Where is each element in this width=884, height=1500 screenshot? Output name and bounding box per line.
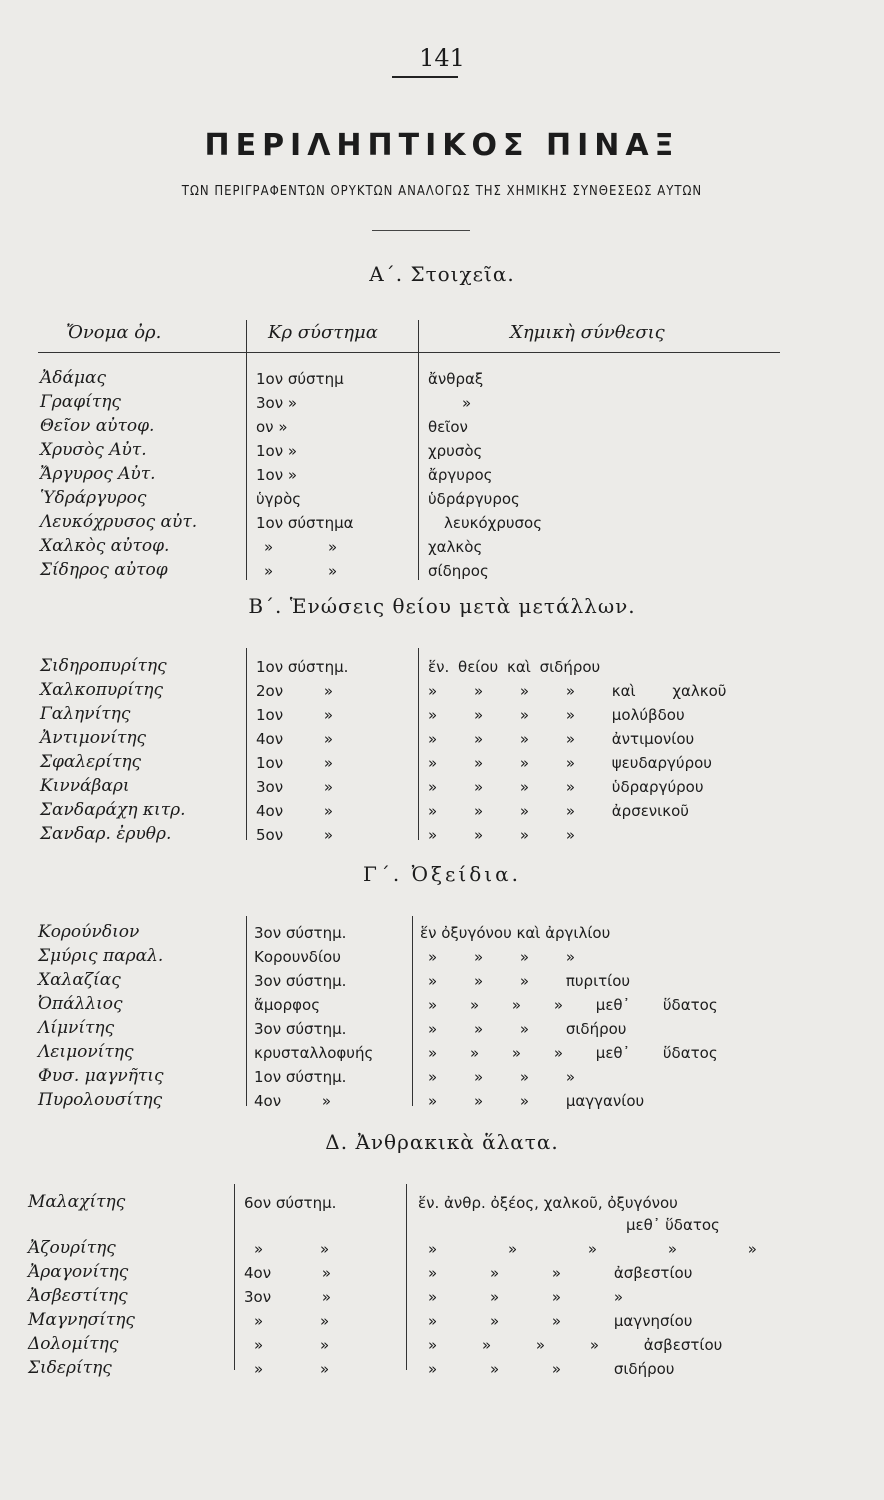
row-name: Γαληνίτης bbox=[40, 704, 131, 724]
row-name: Ἀζουρίτης bbox=[28, 1238, 116, 1258]
row-system: 4ον » bbox=[254, 1092, 332, 1110]
row-composition: » » » » bbox=[428, 948, 576, 966]
row-composition: ἕν. ἀνθρ. ὀξέος, χαλκοῦ, ὀξυγόνου bbox=[418, 1194, 678, 1212]
row-system: 1ον σύστημα bbox=[256, 514, 354, 532]
column-separator bbox=[418, 648, 419, 840]
row-name: Χαλκὸς αὐτοφ. bbox=[40, 536, 170, 556]
row-system: » » bbox=[264, 562, 338, 580]
row-system: 3ον » bbox=[244, 1288, 332, 1306]
row-composition: » » » » ἀσβεστίου bbox=[428, 1336, 723, 1354]
column-separator bbox=[418, 320, 419, 580]
row-composition: λευκόχρυσος bbox=[444, 514, 543, 532]
row-name: Ὀπάλλιος bbox=[38, 994, 123, 1014]
row-name: Ἄργυρος Αὐτ. bbox=[40, 464, 156, 484]
page-subtitle: ΤΩΝ ΠΕΡΙΓΡΑΦΕΝΤΩΝ ΟΡΥΚΤΩΝ ΑΝΑΛΟΓΩΣ ΤΗΣ ΧΗΜΙΚΗΣ ΣΥΝΘΕΣΕΩΣ ΑΥΤΩΝ bbox=[181, 184, 703, 199]
row-composition: » » » πυριτίου bbox=[428, 972, 631, 990]
row-name: Θεῖον αὐτοφ. bbox=[40, 416, 155, 436]
row-name: Ἀσβεστίτης bbox=[28, 1286, 128, 1306]
row-system: 2ον » bbox=[256, 682, 334, 700]
row-name: Χαλκοπυρίτης bbox=[40, 680, 164, 700]
section-heading-a: Α΄. Στοιχεῖα. bbox=[369, 262, 515, 286]
row-composition: » bbox=[462, 394, 472, 412]
row-composition: ἄργυρος bbox=[428, 466, 493, 484]
row-name: Μαγνησίτης bbox=[28, 1310, 135, 1330]
row-name: Σανδαράχη κιτρ. bbox=[40, 800, 186, 820]
row-composition: σίδηρος bbox=[428, 562, 489, 580]
row-system: 6ον σύστημ. bbox=[244, 1194, 337, 1212]
row-composition: ἕν ὀξυγόνου καὶ ἀργιλίου bbox=[420, 924, 611, 942]
row-name: Σφαλερίτης bbox=[40, 752, 142, 772]
page-number: 141 bbox=[419, 44, 465, 72]
page-title: ΠΕΡΙΛΗΠΤΙΚΟΣ ΠΙΝΑΞ bbox=[204, 128, 680, 163]
row-system: ἄμορφος bbox=[254, 996, 321, 1014]
row-name: Λειμονίτης bbox=[38, 1042, 134, 1062]
row-name: Δολομίτης bbox=[28, 1334, 119, 1354]
row-name: Σιδηροπυρίτης bbox=[40, 656, 167, 676]
row-name: Κορούνδιον bbox=[38, 922, 140, 942]
section-heading-b: Β΄. Ἑνώσεις θείου μετὰ μετάλλων. bbox=[248, 594, 636, 618]
row-name: Ἀδάμας bbox=[40, 368, 107, 388]
row-system: 4ον » bbox=[244, 1264, 332, 1282]
row-name: Γραφίτης bbox=[40, 392, 121, 412]
row-system: Κορουνδίου bbox=[254, 948, 341, 966]
column-header-name: Ὄνομα ὀρ. bbox=[66, 322, 162, 343]
header-rule bbox=[38, 352, 780, 353]
row-composition: » » » » ψευδαργύρου bbox=[428, 754, 712, 772]
column-separator bbox=[246, 320, 247, 580]
row-name: Σανδαρ. ἐρυθρ. bbox=[40, 824, 172, 844]
row-system: » » bbox=[254, 1360, 330, 1378]
row-system: » » bbox=[264, 538, 338, 556]
row-system: 4ον » bbox=[256, 730, 334, 748]
section-heading-c: Γ΄. Ὀξείδια. bbox=[363, 862, 521, 886]
row-name: Ἀντιμονίτης bbox=[40, 728, 147, 748]
column-header-system: Κρ σύστημα bbox=[268, 322, 378, 343]
row-composition: » » » σιδήρου bbox=[428, 1020, 627, 1038]
row-system: 1ον » bbox=[256, 442, 298, 460]
row-name: Σιδερίτης bbox=[28, 1358, 112, 1378]
row-composition: » » » » bbox=[428, 1068, 576, 1086]
row-system: 3ον σύστημ. bbox=[254, 972, 347, 990]
row-name: Σμύρις παραλ. bbox=[38, 946, 164, 966]
title-divider bbox=[372, 230, 470, 231]
row-composition: » » » ἀσβεστίου bbox=[428, 1264, 693, 1282]
row-system: ὑγρὸς bbox=[256, 490, 302, 508]
row-system: κρυσταλλοφυής bbox=[254, 1044, 374, 1062]
row-composition: ἕν. θείου καὶ σιδήρου bbox=[428, 658, 601, 676]
column-separator bbox=[246, 648, 247, 840]
row-composition: » » » μαγγανίου bbox=[428, 1092, 645, 1110]
row-system: 3ον σύστημ. bbox=[254, 1020, 347, 1038]
row-composition: » » » » ἀρσενικοῦ bbox=[428, 802, 689, 820]
row-name: Πυρολουσίτης bbox=[38, 1090, 163, 1110]
row-name: Ἀραγονίτης bbox=[28, 1262, 129, 1282]
row-composition: θεῖον bbox=[428, 418, 468, 436]
row-system: 3ον » bbox=[256, 778, 334, 796]
row-name: Λευκόχρυσος αὐτ. bbox=[40, 512, 198, 532]
row-system: » » bbox=[254, 1312, 330, 1330]
column-separator bbox=[246, 916, 247, 1106]
row-name: Μαλαχίτης bbox=[28, 1192, 126, 1212]
column-header-composition: Χημικὴ σύνθεσις bbox=[510, 322, 665, 343]
row-system: 3ον » bbox=[256, 394, 298, 412]
row-system: 1ον » bbox=[256, 706, 334, 724]
column-separator bbox=[406, 1184, 407, 1370]
row-composition: » » » » καὶ χαλκοῦ bbox=[428, 682, 727, 700]
column-separator bbox=[412, 916, 413, 1106]
row-name: Φυσ. μαγνῆτις bbox=[38, 1066, 164, 1086]
row-system: 4ον » bbox=[256, 802, 334, 820]
row-name: Χρυσὸς Αὐτ. bbox=[40, 440, 147, 460]
row-name: Ὑδράργυρος bbox=[40, 488, 147, 508]
row-system: 5ον » bbox=[256, 826, 334, 844]
row-system: 1ον σύστημ bbox=[256, 370, 344, 388]
row-composition: » » » » μεθ᾿ ὕδατος bbox=[428, 996, 718, 1014]
row-composition: » » » » ἀντιμονίου bbox=[428, 730, 695, 748]
row-system: » » bbox=[254, 1336, 330, 1354]
row-composition: » » » » μεθ᾿ ὕδατος bbox=[428, 1044, 718, 1062]
row-system: » » bbox=[254, 1240, 330, 1258]
row-name: Σίδηρος αὐτοφ bbox=[40, 560, 168, 580]
section-heading-d: Δ. Ἀνθρακικὰ ἅλατα. bbox=[325, 1130, 559, 1154]
row-composition: χαλκὸς bbox=[428, 538, 483, 556]
row-system: 1ον » bbox=[256, 754, 334, 772]
row-composition: » » » μαγνησίου bbox=[428, 1312, 693, 1330]
row-system: 1ον σύστημ. bbox=[256, 658, 349, 676]
row-composition: ἄνθραξ bbox=[428, 370, 484, 388]
row-name: Λίμνίτης bbox=[38, 1018, 115, 1038]
row-system: ον » bbox=[256, 418, 288, 436]
page-number-underline bbox=[392, 76, 458, 78]
row-composition: χρυσὸς bbox=[428, 442, 483, 460]
column-separator bbox=[234, 1184, 235, 1370]
row-composition: » » » » bbox=[428, 1288, 624, 1306]
row-system: 3ον σύστημ. bbox=[254, 924, 347, 942]
row-composition: » » » » bbox=[428, 826, 576, 844]
row-composition-continuation: μεθ᾿ ὕδατος bbox=[626, 1216, 720, 1234]
row-composition: ὑδράργυρος bbox=[428, 490, 520, 508]
row-composition: » » » σιδήρου bbox=[428, 1360, 675, 1378]
row-name: Χαλαζίας bbox=[38, 970, 121, 990]
row-system: 1ον σύστημ. bbox=[254, 1068, 347, 1086]
row-composition: » » » » ὑδραργύρου bbox=[428, 778, 704, 796]
row-name: Κιννάβαρι bbox=[40, 776, 130, 796]
row-composition: » » » » » bbox=[428, 1240, 757, 1258]
row-composition: » » » » μολύβδου bbox=[428, 706, 685, 724]
row-system: 1ον » bbox=[256, 466, 298, 484]
